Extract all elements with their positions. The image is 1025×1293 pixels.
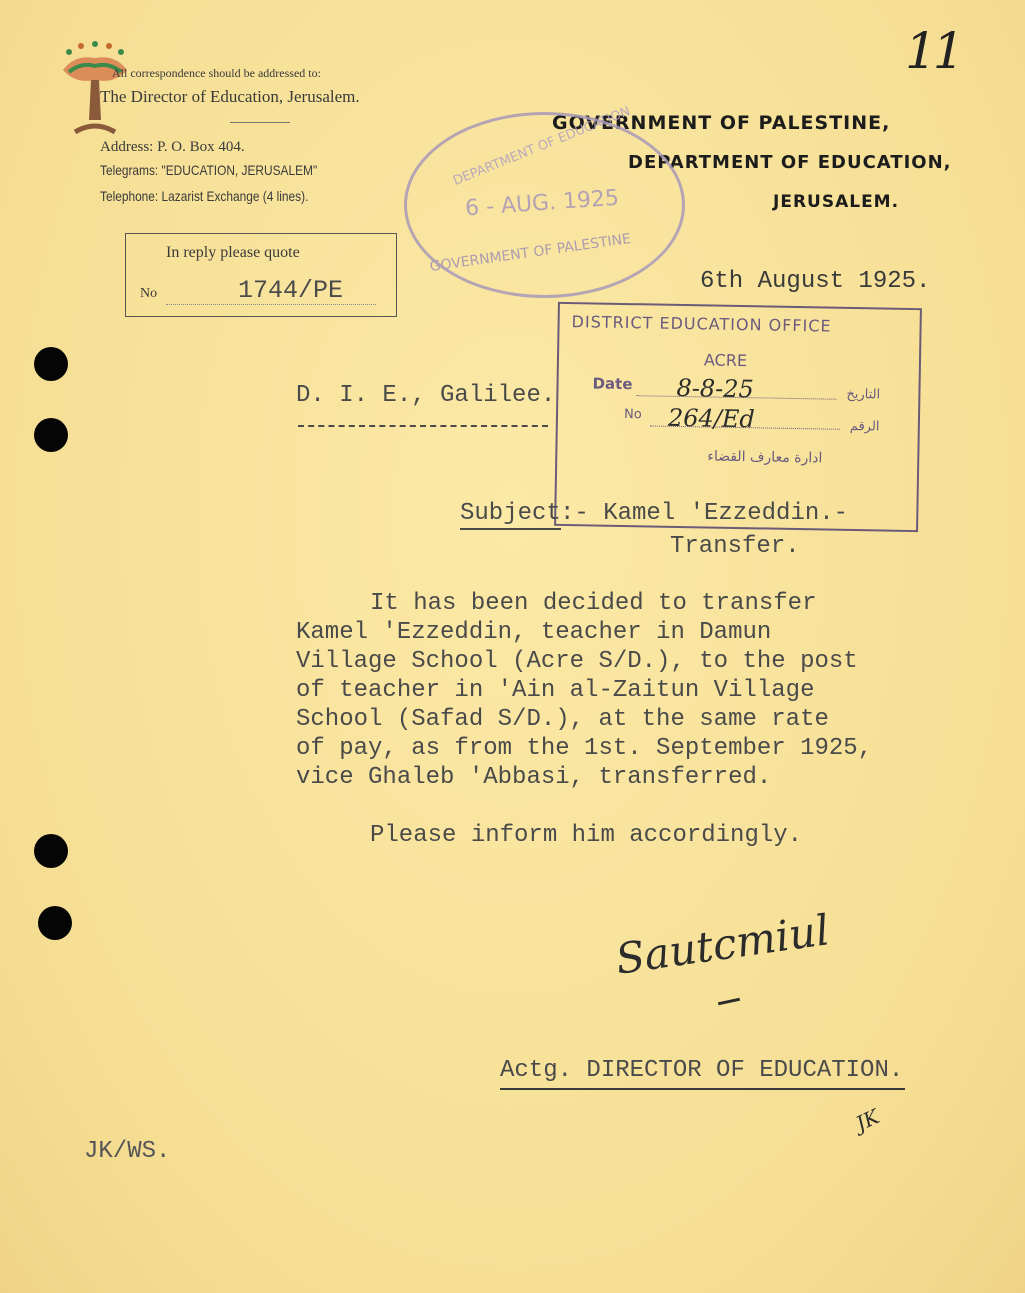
punch-hole: [34, 834, 68, 868]
government-line: GOVERNMENT OF PALESTINE,: [552, 112, 891, 134]
body-line-3: Village School (Acre S/D.), to the post: [296, 648, 858, 675]
telegrams-line: Telegrams: "EDUCATION, JERUSALEM": [100, 162, 318, 178]
subject-text: :- Kamel 'Ezzeddin.-: [560, 500, 849, 527]
district-stamp-number-value: 264/Ed: [667, 403, 755, 434]
body-line-5: School (Safad S/D.), at the same rate: [296, 706, 829, 733]
body-line-7: vice Ghaleb 'Abbasi, transferred.: [296, 764, 772, 791]
telephone-line: Telephone: Lazarist Exchange (4 lines).: [100, 188, 309, 204]
body-line-1: It has been decided to transfer: [370, 590, 817, 617]
stamp-date: 6 - AUG. 1925: [464, 185, 620, 222]
signatory-initials: JK: [852, 1104, 883, 1136]
body-request: Please inform him accordingly.: [370, 822, 803, 849]
signatory-title: Actg. DIRECTOR OF EDUCATION.: [500, 1057, 904, 1084]
district-stamp-arabic-office: ادارة معارف القضاء: [707, 448, 823, 467]
no-label: No: [140, 286, 158, 301]
reply-reference-box: [125, 233, 397, 317]
punch-hole: [34, 418, 68, 452]
reply-label: In reply please quote: [166, 244, 300, 261]
district-stamp-number-label: No: [623, 407, 642, 423]
typist-reference: JK/WS.: [84, 1138, 171, 1165]
body-line-4: of teacher in 'Ain al-Zaitun Village: [296, 677, 815, 704]
department-line: DEPARTMENT OF EDUCATION,: [628, 152, 952, 173]
address-line: Address: P. O. Box 404.: [100, 139, 245, 155]
body-line-6: of pay, as from the 1st. September 1925,: [296, 735, 873, 762]
subject-text-continued: Transfer.: [670, 533, 800, 560]
handwritten-signature: Sautcmiul: [612, 905, 833, 984]
punch-hole: [38, 906, 72, 940]
district-stamp-date-label: Date: [592, 374, 633, 394]
folio-number: 11: [905, 22, 961, 80]
body-line-2: Kamel 'Ezzeddin, teacher in Damun: [296, 619, 772, 646]
correspondence-line: All correspondence should be addressed to:: [112, 66, 321, 80]
punch-hole: [34, 347, 68, 381]
addressee-line: The Director of Education, Jerusalem.: [100, 87, 360, 106]
department-circular-stamp: [404, 104, 685, 298]
district-office-stamp: [554, 302, 922, 532]
reference-number: 1744/PE: [238, 276, 344, 305]
letter-date: 6th August 1925.: [700, 268, 931, 295]
district-stamp-place: ACRE: [703, 350, 748, 371]
subject-label: Subject: [460, 500, 561, 530]
signature-flourish: [718, 998, 740, 1006]
district-stamp-arabic-number-label: الرقم: [849, 418, 880, 435]
district-stamp-title: DISTRICT EDUCATION OFFICE: [571, 312, 832, 336]
stamp-bottom-text: GOVERNMENT OF PALESTINE: [428, 230, 632, 276]
recipient-underline: [298, 425, 548, 427]
district-stamp-date-value: 8-8-25: [676, 373, 755, 404]
jerusalem-line: JERUSALEM.: [773, 192, 900, 212]
divider-line: [230, 122, 290, 123]
recipient: D. I. E., Galilee.: [296, 382, 556, 409]
district-stamp-arabic-date-label: التاريخ: [846, 386, 881, 403]
signatory-title-underline: [500, 1088, 905, 1090]
stamp-top-text: DEPARTMENT OF EDUCATION: [451, 104, 633, 189]
